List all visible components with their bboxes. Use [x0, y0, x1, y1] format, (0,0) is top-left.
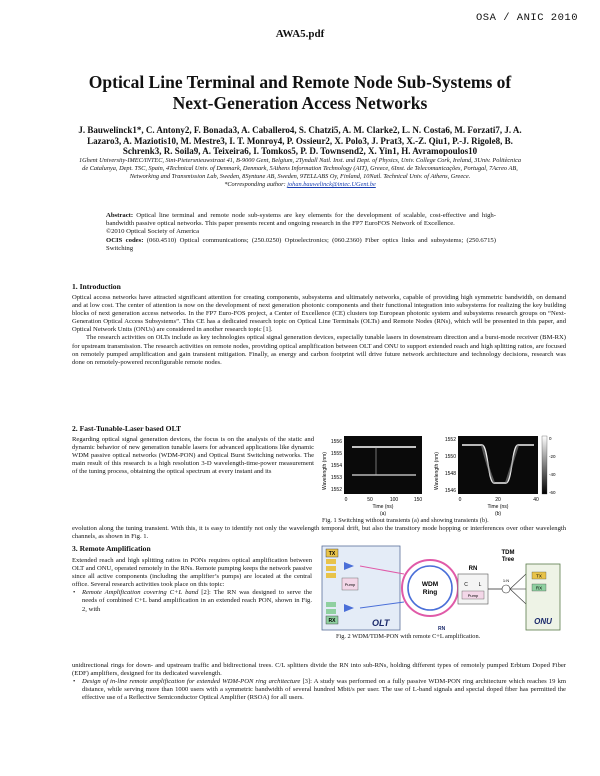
intro-body [72, 294, 566, 367]
bullet-1-title: Remote Amplification covering C+L band [82, 589, 199, 597]
figure-1 [322, 431, 562, 517]
fig1-b-xtick: 0 [458, 497, 462, 503]
title-line-1: Optical Line Terminal and Remote Node Sub-Systems of [88, 72, 512, 92]
fig2-pump-label: Pump [344, 582, 356, 587]
fig2-rx-detector [326, 609, 336, 614]
fig1-b-ytick: 1548 [444, 471, 456, 477]
fig1-colorbar-tick: 0 [549, 436, 552, 441]
ocis-label: OCIS codes: [106, 236, 144, 244]
fig1-a-ytick: 1552 [330, 487, 342, 493]
fig2-c-band-label: C [464, 582, 468, 588]
fig2-ring-outer [402, 560, 458, 616]
fig2-tree-label: TDM [501, 550, 515, 556]
section-3-text [72, 557, 312, 614]
fig2-ring-label: WDM [421, 581, 439, 588]
fig2-tx-label: TX [328, 551, 336, 557]
fig1-b-ytick: 1550 [444, 454, 456, 460]
fig2-tx-laser [326, 573, 336, 578]
fig1-colorbar-tick: -20 [549, 454, 556, 459]
fig1-b-ytick: 1552 [444, 437, 456, 443]
fig1-b-xlabel: Time (ns) [487, 504, 509, 510]
fig1-a-ytick: 1555 [330, 451, 342, 457]
title-line-2: Next-Generation Access Networks [172, 93, 428, 113]
fig1-colorbar-ticks [549, 436, 556, 495]
section-3-paragraph: Extended reach and high splitting ratios in PONs requires optical amplification between OLT and ONU, operated remotely in the RNs. Remote pumping keeps the network passive since all active components (including the amplifier’s pumps) are located at the central office. Several research activities took place on this topic: [72, 557, 312, 589]
section-3-heading: 3. Remote Amplification [72, 544, 151, 553]
section-2-continuation: evolution along the tuning transient. With this, it is easy to identify not only the wavelength temporal drift, but also the transitory mode hopping or interferences over other wavelength channels, as shown in Fig. 1. [72, 525, 566, 541]
figure-1-caption: Fig. 1 Switching without transients (a) and showing transients (b). [322, 517, 489, 524]
fig1-a-plot-area [344, 436, 422, 494]
fig1-a-panel-label: (a) [379, 511, 387, 517]
fig1-b-xtick: 40 [533, 497, 539, 503]
bullet-1-text: [2]: The RN was designed to serve the needs of combined C+L band amplification in an extended reach PON, shown in Fig. 2, with [82, 589, 312, 613]
fig2-tree-label: Tree [501, 557, 515, 563]
fig1-b-panel-label: (b) [494, 511, 502, 517]
fig1-b-yticks [445, 437, 456, 494]
figure-2 [320, 544, 564, 632]
conference-header: OSA / ANIC 2010 [475, 12, 578, 24]
fig1-b-ylabel: Wavelength (nm) [434, 452, 440, 490]
bullet-1-continuation: unidirectional rings for down- and upstream traffic and bidirectional trees. C/L splitters divide the RN into sub-RNs, holding different types of remotely pumped Erbium Doped Fiber (EDF) amplifiers, designed for its dedicated wavelength. [72, 662, 566, 678]
fig2-rx-detector [326, 602, 336, 607]
fig2-tree-branch [510, 574, 526, 589]
fig2-ring-label: Ring [422, 589, 438, 596]
fig2-splitter-icon [502, 585, 510, 593]
fig1-a-xtick: 100 [389, 497, 399, 503]
abstract-block [106, 212, 496, 253]
affiliations [76, 157, 524, 189]
figure-2-caption: Fig. 2 WDM/TDM-PON with remote C+L amplification. [336, 633, 481, 640]
fig1-a-xlabel: Time (ns) [372, 504, 394, 510]
fig2-tx-laser [326, 559, 336, 564]
fig1-a-xtick: 0 [344, 497, 348, 503]
abstract-label: Abstract: [106, 212, 134, 219]
fig1-colorbar-tick: -60 [549, 490, 556, 495]
fig2-split-ratio: 1:N [502, 578, 510, 583]
fig2-rx-label: RX [328, 618, 336, 624]
fig2-onu-rx-label: RX [535, 585, 543, 591]
fig2-remote-node-box [458, 574, 488, 604]
fig1-b-xticks [459, 497, 539, 503]
bullet-marker: • [73, 589, 76, 597]
fig1-b-ytick: 1546 [444, 488, 456, 494]
affiliation-text: 1Ghent University-IMEC/INTEC, Sint-Pietersnieuwstraat 41, B-9000 Gent, Belgium, 2Tyndall Natl. Inst. and Dept. of Physics, Univ. College Cork, Ireland, 3Univ. Politècnica de Catalunya, Dept. TSC, Spain, 4Technical Univ. of Denmark, Denmark, 5Athens Information Technology (AIT), Greece, 6Inst. de Telecomunicações, Portugal, 7Acreo AB, Networking and Transmission Lab, Sweden, 8Syntune AB, Sweden, 9TELLABS Oy, Finland, 10Natl. Technical Univ. of Athens, Greece. [78, 157, 522, 180]
fig1-a-ytick: 1553 [330, 475, 342, 481]
corresponding-author-label: *Corresponding author: [224, 181, 288, 188]
fig1-b-xtick: 20 [495, 497, 501, 503]
abstract-text: Optical line terminal and remote node sub-systems are key elements for the development of scalable, cost-effective and high-bandwidth passive optical networks. This paper presents recent and ongoing research in the FP7 EuroFOS Network of Excellence. [106, 212, 496, 228]
fig2-olt-label: OLT [372, 618, 390, 628]
fig2-ring-inner [408, 566, 452, 610]
fig1-a-ytick: 1556 [330, 439, 342, 445]
fig2-onu-tx-label: TX [536, 573, 542, 579]
author-list: J. Bauwelinck1*, C. Antony2, F. Bonada3, A. Caballero4, S. Chatzi5, A. M. Clarke2, L. N. Costa6, M. Forzati7, J. A. Lazaro3, A. Maziotis10, M. Mestre3, I. T. Monroy4, P. Ossieur2, X. Polo3, J. Prat3, X.-Z. Qiu1, P.-J. Rigole8, B. Schrenk3, R. Soila9, A. Teixeira6, I. Tomkos5, P. D. Townsend2, X. Yin1, H. Avramopoulos10 [78, 125, 522, 156]
bullet-1 [72, 589, 312, 613]
fig2-tx-laser [326, 566, 336, 571]
section-3-bullets [72, 662, 566, 703]
fig1-a-xtick: 50 [367, 497, 373, 503]
fig1-colorbar-tick: -40 [549, 472, 556, 477]
fig2-tree-branch [510, 589, 526, 604]
fig1-a-yticks [331, 439, 342, 493]
corresponding-email-link[interactable]: johan.bauwelinck@intec.UGent.be [287, 181, 376, 188]
bullet-2 [72, 678, 566, 702]
fig2-rn-bottom-label: RN [438, 626, 446, 632]
fig2-rn-label: RN [468, 566, 478, 572]
fig1-a-ytick: 1554 [330, 463, 342, 469]
intro-heading: 1. Introduction [72, 282, 121, 291]
intro-paragraph-1: Optical access networks have attracted significant attention for creating components, subsystems and ultimately networks, capable of providing high symmetric bandwidth, on demand and at low cost. The center of attention is now on the development of next generation photonic components and their functional integration into subsystems for realizing the key building blocks of next generation access networks. In the FP7 Euro-FOS project, a Center of Excellence (CE) clusters top European photonic system and subsystems research groups on “Next-Generation Optical Access Subsystems”. This CE has a dedicated research topic on Optical Line Terminals (OLTs) and Remote Nodes (RNs), which will be presented in this paper, and Optical Network Units (ONUs) are considered in another research topic [1]. [72, 294, 566, 334]
fig1-a-xtick: 150 [413, 497, 423, 503]
paper-title [40, 72, 560, 114]
bullet-2-title: Design of in-line remote amplification for extended WDM-PON ring architecture [82, 678, 301, 686]
fig2-l-band-label: L [478, 582, 482, 588]
fig1-a-ylabel: Wavelength (nm) [322, 452, 328, 490]
copyright-line: ©2010 Optical Society of America [106, 228, 200, 236]
fig1-a-xticks [345, 497, 423, 503]
fig1-colorbar [542, 436, 547, 494]
section-2-heading: 2. Fast-Tunable-Laser based OLT [72, 424, 182, 433]
ocis-codes: (060.4510) Optical communications; (250.0250) Optoelectronics; (060.2360) Fiber optics links and subsystems; (250.6715) Switching [106, 236, 496, 252]
fig2-rn-pump-label: Pump [467, 593, 479, 598]
paper-id: AWA5.pdf [275, 28, 325, 40]
section-2-text: Regarding optical signal generation devices, the focus is on the analysis of the static and dynamic behavior of new generation tunable lasers for advanced applications like dynamic WDM passive optical networks (WDM-PON) and Optical Burst Switching networks. The main result of this research is a high resolution 3-D wavelength-time-power measurement of the tuning process, obtaining the optical spectrum at every instant and its [72, 436, 314, 476]
fig2-onu-label: ONU [534, 617, 552, 626]
intro-paragraph-2: The research activities on OLTs include as key technologies optical signal generation devices, especially tunable lasers in downstream direction and a burst-mode receiver (BM-RX) for upstream transmission. The research activities on remote nodes, providing optical amplification between OLT and ONU to support extended reach and high splitting ratios, are focused on remotely pumped amplification and gain transient mitigation. Finally, as energy and carbon footprint will drive future network architecture and technology decisions, research was done on remotely-powered reconfigurable remote nodes. [72, 334, 566, 366]
bullet-2-text: [3]: A study was performed on a fully passive WDM-PON ring architecture which reaches 19 km distance, while serving more than 1000 users with a symmetric bandwidth of several hundred Mbit/s per user. The use of L-band signals and special doped fiber has permitted the effective use of a Reflective Semiconductor Optical Amplifier (RSOA) for all users. [82, 678, 566, 702]
